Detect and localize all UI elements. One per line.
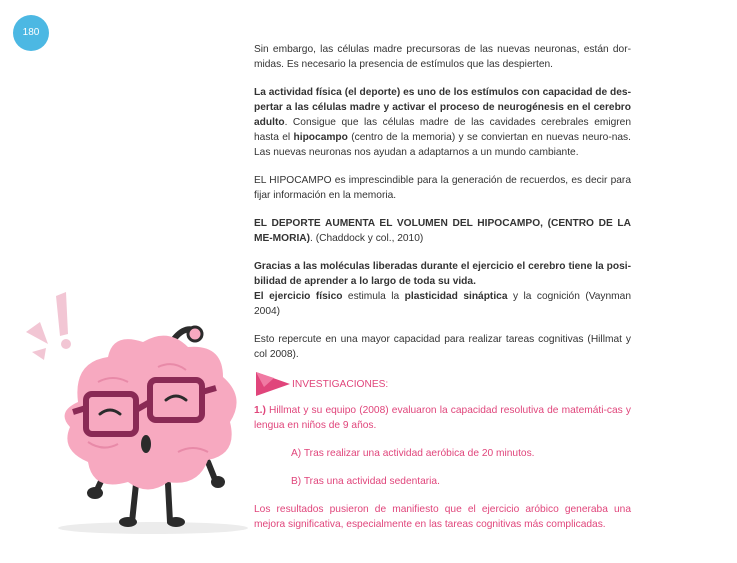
investigation-item bbox=[254, 403, 631, 433]
paragraph-5 bbox=[254, 259, 631, 319]
page-number-badge: 180 bbox=[13, 15, 49, 51]
bold-text: hipocampo bbox=[293, 132, 348, 143]
option-b: B) Tras una actividad sedentaria. bbox=[291, 476, 440, 487]
paragraph-4 bbox=[254, 216, 631, 246]
bold-text: La actividad física (el deporte) es uno de los estímulos con capacidad de des-pertar a las células madre y activar el proceso de neurogénesis en el cerebro adulto bbox=[254, 87, 631, 128]
item-number: 1.) bbox=[254, 405, 266, 416]
text: y la cognición (Vaynman 2004) bbox=[254, 291, 632, 317]
text: . (Chaddock y col., 2010) bbox=[310, 233, 424, 244]
bold-text: plasticidad sináptica bbox=[404, 291, 508, 302]
paragraph-2 bbox=[254, 85, 631, 160]
option-a: A) Tras realizar una actividad aeróbica de 20 minutos. bbox=[291, 448, 535, 459]
article-body bbox=[254, 42, 631, 545]
investigations-heading: INVESTIGACIONES: bbox=[292, 379, 389, 390]
text: . Consigue que las células madre de las cavidades cerebrales emigren hasta el bbox=[254, 117, 631, 143]
investigations-heading-row bbox=[254, 375, 631, 395]
bold-text: EL DEPORTE AUMENTA EL VOLUMEN DEL HIPOCAMPO, (CENTRO DE LA ME-MORIA) bbox=[254, 218, 631, 244]
conclusion: Los resultados pusieron de manifiesto que el ejercicio aróbico generaba una mejora significativa, especialmente en las tareas cognitivas más complicadas. bbox=[254, 504, 631, 530]
bold-text: El ejercicio físico bbox=[254, 291, 343, 302]
text: estimula la bbox=[342, 291, 405, 302]
text: (centro de la memoria) y se conviertan en nuevas neuro-nas. Las nuevas neuronas nos ayudan a adaptarnos a un mundo cambiante. bbox=[254, 132, 631, 158]
paragraph-6: Esto repercute en una mayor capacidad para realizar tareas cognitivas (Hillmat y col 2008). bbox=[254, 334, 631, 360]
triangle-play-icon bbox=[254, 371, 292, 397]
brain-character-icon bbox=[18, 282, 258, 542]
paragraph-3 bbox=[254, 173, 631, 203]
item-text: Hillmat y su equipo (2008) evaluaron la capacidad resolutiva de matemáti-cas y lengua en niños de 9 años. bbox=[254, 405, 631, 431]
text: es imprescindible para la generación de recuerdos, es decir para fijar información en la memoria. bbox=[254, 175, 631, 201]
bold-text: EL HIPOCAMPO bbox=[254, 175, 332, 186]
bold-text: Gracias a las moléculas liberadas durante el ejercicio el cerebro tiene la posi-bilidad de aprender a lo largo de toda su vida. bbox=[254, 261, 631, 287]
paragraph-1: Sin embargo, las células madre precursoras de las nuevas neuronas, están dor-midas. Es necesario la presencia de estímulos que las despierten. bbox=[254, 44, 631, 70]
